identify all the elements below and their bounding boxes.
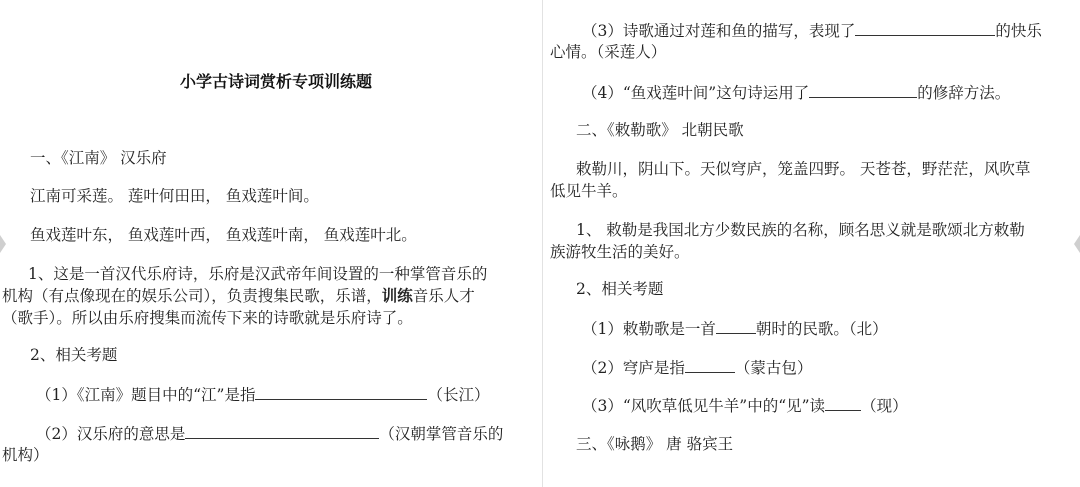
answer-hint: （蒙古包） [734, 359, 813, 377]
chevron-left-icon[interactable] [0, 235, 6, 253]
page-title: 小学古诗词赏析专项训练题 [180, 72, 373, 91]
poem-line: 江南可采莲。 莲叶何田田， 鱼戏莲叶间。 [30, 187, 319, 205]
paragraph-line: 族游牧生活的美好。 [550, 243, 690, 261]
question-text: （3）诗歌通过对莲和鱼的描写，表现了 [582, 22, 856, 40]
paragraph-line [2, 286, 475, 306]
question-text: （3）“风吹草低见牛羊”中的“见”读 [582, 397, 826, 415]
answer-blank [809, 82, 917, 98]
question-line-continued: 机构） [2, 446, 49, 464]
question-line [582, 20, 1042, 41]
chevron-right-icon[interactable] [1074, 235, 1080, 253]
section-heading-jiangnan: 一、《江南》 汉乐府 [30, 149, 167, 167]
question-line [582, 318, 888, 339]
bold-text: 训练 [381, 286, 413, 305]
question-text: 的修辞方法。 [917, 84, 1011, 102]
subsection-heading: 2、相关考题 [576, 280, 664, 298]
question-line [582, 82, 1010, 103]
question-line [582, 357, 812, 378]
question-line [36, 384, 489, 405]
poem-line: 敕勒川，阴山下。天似穹庐，笼盖四野。 天苍苍，野茫茫，风吹草 [576, 160, 1031, 178]
section-heading-chilege: 二、《敕勒歌》 北朝民歌 [576, 121, 744, 139]
question-text: 的快乐 [995, 22, 1042, 40]
paragraph-line: 1、这是一首汉代乐府诗，乐府是汉武帝年间设置的一种掌管音乐的 [28, 265, 488, 283]
subsection-heading: 2、相关考题 [30, 346, 118, 364]
question-text: 朝时的民歌。（北） [755, 320, 888, 338]
answer-hint: （长江） [427, 386, 490, 404]
poem-line: 低见牛羊。 [550, 182, 628, 200]
paragraph-line: （歌手）。所以由乐府搜集而流传下来的诗歌就是乐府诗了。 [2, 309, 413, 327]
answer-blank [685, 357, 735, 373]
question-line-continued: 心情。（采莲人） [550, 43, 667, 61]
answer-blank [825, 395, 861, 411]
question-text: （2）汉乐府的意思是 [36, 425, 186, 443]
poem-line: 鱼戏莲叶东， 鱼戏莲叶西， 鱼戏莲叶南， 鱼戏莲叶北。 [30, 226, 417, 244]
question-line [36, 423, 503, 444]
answer-blank [855, 20, 995, 36]
paragraph-line: 1、 敕勒是我国北方少数民族的名称，顾名思义就是歌颂北方敕勒 [576, 221, 1025, 239]
section-heading-yonge: 三、《咏鹅》 唐 骆宾王 [576, 435, 734, 453]
question-text: （2）穹庐是指 [582, 359, 685, 377]
answer-hint: （汉朝掌管音乐的 [379, 425, 504, 443]
right-page [548, 0, 1080, 487]
answer-blank [716, 318, 756, 334]
paragraph-text: 机构（有点像现在的娱乐公司），负责搜集民歌，乐谱， [2, 287, 382, 305]
question-line [582, 395, 908, 416]
paragraph-text: 音乐人才 [412, 287, 475, 305]
answer-blank [255, 384, 427, 400]
question-text: （1）《江南》题目中的“江”是指 [36, 386, 256, 404]
answer-hint: （现） [861, 397, 908, 415]
answer-blank [185, 423, 379, 439]
page-divider [542, 0, 543, 487]
question-text: （1）敕勒歌是一首 [582, 320, 716, 338]
question-text: （4）“鱼戏莲叶间”这句诗运用了 [582, 84, 810, 102]
